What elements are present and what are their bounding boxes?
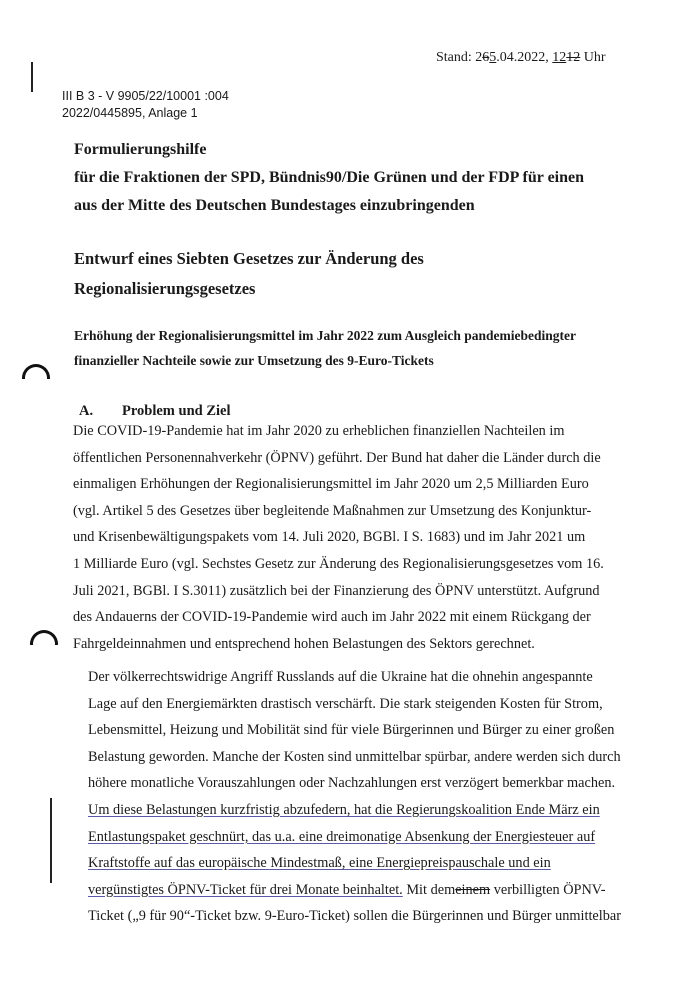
text-span: Mit: [402, 881, 431, 898]
stand-prefix: Stand: 2: [436, 50, 483, 65]
text-line: des Andauerns der COVID-19-Pandemie wird auch im Jahr 2022 mit einem Rückgang der: [73, 609, 591, 626]
punch-hole-mark: [30, 630, 58, 645]
reference-line: 2022/0445895, Anlage 1: [62, 106, 198, 120]
inserted-word: dem: [430, 881, 456, 898]
heading-line: finanzieller Nachteile sowie zur Umsetzung des 9-Euro-Tickets: [74, 353, 434, 368]
heading-line: Entwurf eines Siebten Gesetzes zur Änderung des: [74, 249, 424, 268]
stand-suffix: Uhr: [580, 50, 606, 65]
text-line: höhere monatliche Vorauszahlungen oder Nachzahlungen erst verzögert bemerkbar machen.: [88, 775, 616, 792]
status-date: [436, 50, 606, 66]
text-line: [88, 877, 628, 904]
reference-line: III B 3 - V 9905/22/10001 :004: [62, 89, 229, 103]
law-subtitle: [74, 323, 576, 373]
struck-word: einem: [455, 881, 491, 898]
text-line: Fahrgeldeinnahmen und entsprechend hohen Belastungen des Sektors gerechnet.: [73, 635, 535, 652]
text-line: Die COVID-19-Pandemie hat im Jahr 2020 zu erheblichen finanziellen Nachteilen im: [73, 423, 565, 439]
underlined-line: Kraftstoffe auf das europäische Mindestmaß, eine Energiepreispauschale und ein: [88, 855, 551, 872]
text-line: Juli 2021, BGBl. I S.3011) zusätzlich bei der Finanzierung des ÖPNV unterstützt. Aufgrund: [73, 582, 600, 599]
text-line: Lage auf den Energiemärkten drastisch verschärft. Die stark steigenden Kosten für Strom,: [88, 695, 603, 712]
text-line: Belastung geworden. Manche der Kosten sind unmittelbar spürbar, andere werden sich durch: [88, 748, 621, 765]
text-line: einmaligen Erhöhungen der Regionalisierungsmittel im Jahr 2020 um 2,5 Milliarden Euro: [73, 476, 589, 493]
margin-mark: [50, 798, 52, 883]
text-line: und Krisenbewältigungspakets vom 14. Juli 2020, BGBl. I S. 1683) und im Jahr 2021 um: [73, 529, 586, 546]
section-title: Problem und Ziel: [122, 403, 231, 419]
stand-time-old: 12: [566, 50, 581, 65]
heading-line: Formulierungshilfe: [74, 141, 207, 158]
section-number: A.: [79, 403, 94, 419]
formulation-heading: [74, 136, 584, 220]
heading-line: für die Fraktionen der SPD, Bündnis90/Die Grünen und der FDP für einen: [74, 169, 585, 186]
underlined-span: vergünstigtes ÖPNV-Ticket für drei Monate beinhaltet.: [88, 881, 403, 898]
heading-line: aus der Mitte des Deutschen Bundestages einzubringenden: [74, 197, 475, 214]
text-line: Der völkerrechtswidrige Angriff Russlands auf die Ukraine hat die ohnehin angespannte: [88, 669, 593, 685]
underlined-line: Um diese Belastungen kurzfristig abzufedern, hat die Regierungskoalition Ende März ein: [88, 801, 600, 818]
stand-date-new: 5: [489, 50, 497, 65]
text-line: 1 Milliarde Euro (vgl. Sechstes Gesetz zur Änderung des Regionalisierungsgesetzes vom 16.: [73, 555, 604, 572]
heading-line: Erhöhung der Regionalisierungsmittel im Jahr 2022 zum Ausgleich pandemiebedingter: [74, 328, 577, 343]
text-line: öffentlichen Personennahverkehr (ÖPNV) geführt. Der Bund hat daher die Länder durch die: [73, 449, 601, 466]
text-line: (vgl. Artikel 5 des Gesetzes über begleitende Maßnahmen zur Umsetzung des Konjunktur-: [73, 502, 592, 519]
stand-date-rest: .04.2022,: [496, 50, 553, 65]
heading-line: Regionalisierungsgesetzes: [74, 279, 256, 298]
law-title: [74, 244, 424, 304]
margin-mark: [31, 62, 33, 92]
stand-time-new: 12: [552, 50, 567, 65]
text-line: Ticket („9 für 90“-Ticket bzw. 9-Euro-Ticket) sollen die Bürgerinnen und Bürger unmittelbar: [88, 908, 621, 925]
text-span: verbilligten ÖPNV-: [490, 881, 606, 898]
paragraph-energy-crisis: [88, 664, 628, 930]
punch-hole-mark: [22, 364, 50, 379]
text-line: Lebensmittel, Heizung und Mobilität sind für viele Bürgerinnen und Bürger zu einer großen: [88, 722, 615, 739]
paragraph-problem: [73, 418, 623, 657]
reference-number: [62, 88, 229, 122]
underlined-line: Entlastungspaket geschnürt, das u.a. eine dreimonatige Absenkung der Energiesteuer auf: [88, 828, 596, 845]
stand-date-old: 6: [482, 50, 490, 65]
